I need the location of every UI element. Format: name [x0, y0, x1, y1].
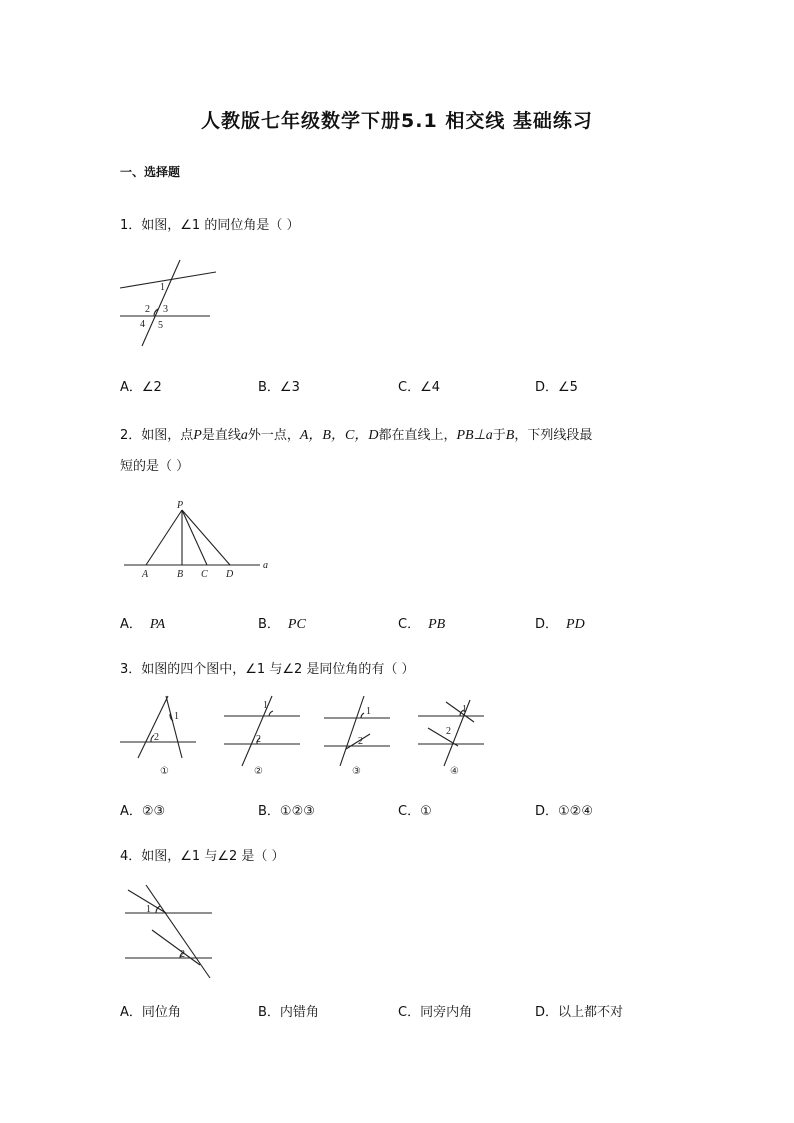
point-label-C: C [201, 569, 208, 580]
q2-option-d[interactable]: D． PD [535, 617, 585, 632]
q3-option-a[interactable]: A．②③ [120, 804, 166, 819]
svg-text:2: 2 [256, 734, 261, 745]
segment-PD [182, 510, 230, 565]
q4-option-c[interactable]: C．同旁内角 [398, 1005, 473, 1020]
svg-text:1: 1 [146, 904, 151, 915]
q3-option-b[interactable]: B．①②③ [258, 804, 315, 819]
svg-text:2: 2 [154, 732, 159, 743]
transversal [142, 260, 180, 346]
point-label-D: D [226, 569, 234, 580]
q2-option-a[interactable]: A． PA [120, 617, 166, 632]
svg-text:1: 1 [263, 700, 268, 711]
point-label-A: A [142, 569, 149, 580]
point-label-P: P [177, 500, 184, 511]
svg-text:2: 2 [446, 726, 451, 737]
question-3-figure-4 [412, 694, 496, 776]
q1-option-c[interactable]: C．∠4 [398, 380, 441, 395]
q2-option-c[interactable]: C． PB [398, 617, 446, 632]
question-3-figure-2 [220, 694, 304, 776]
q4-option-d[interactable]: D．以上都不对 [535, 1005, 624, 1020]
question-1-stem: 1．如图，∠1 的同位角是（ ） [120, 218, 300, 233]
svg-text:1: 1 [366, 706, 371, 717]
q3-option-c[interactable]: C．① [398, 804, 432, 819]
section-heading: 一、选择题 [120, 165, 181, 179]
q1-option-d[interactable]: D．∠5 [535, 380, 578, 395]
q4-option-a[interactable]: A．同位角 [120, 1005, 181, 1020]
line-label-a: a [263, 560, 268, 571]
svg-text:④: ④ [450, 766, 459, 777]
svg-text:③: ③ [352, 766, 361, 777]
angle-label-4: 4 [140, 319, 145, 330]
question-4-stem: 4．如图，∠1 与∠2 是（ ） [120, 849, 285, 864]
segment-PA [146, 510, 182, 565]
q1-option-b[interactable]: B．∠3 [258, 380, 300, 395]
angle-label-2: 2 [145, 304, 150, 315]
q4-option-b[interactable]: B．内错角 [258, 1005, 319, 1020]
svg-text:2: 2 [180, 949, 185, 960]
q2-option-b[interactable]: B． PC [258, 617, 306, 632]
angle-label-5: 5 [158, 320, 163, 331]
question-3-figure-1 [118, 694, 200, 776]
question-2-stem: 2．如图，点P是直线a外一点，A，B，C，D都在直线上，PB⊥a于B，下列线段最 短的是（ ） [120, 428, 593, 474]
q3-option-d[interactable]: D．①②④ [535, 804, 593, 819]
q1-option-a[interactable]: A．∠2 [120, 380, 162, 395]
segment-PC [182, 510, 207, 565]
question-3-figure-3 [320, 694, 404, 776]
question-4-figure [120, 882, 220, 980]
svg-text:②: ② [254, 766, 263, 777]
svg-text:①: ① [160, 766, 169, 777]
svg-text:1: 1 [462, 704, 467, 715]
page-title: 人教版七年级数学下册5.1 相交线 基础练习 [201, 110, 593, 132]
question-2-figure [120, 498, 280, 580]
angle-label-3: 3 [163, 304, 168, 315]
svg-text:2: 2 [358, 736, 363, 747]
point-label-B: B [177, 569, 184, 580]
question-3-stem: 3．如图的四个图中，∠1 与∠2 是同位角的有（ ） [120, 662, 415, 677]
question-1-figure [118, 258, 223, 350]
svg-text:1: 1 [174, 711, 179, 722]
angle-label-1: 1 [160, 282, 165, 293]
upper-line [120, 272, 216, 288]
